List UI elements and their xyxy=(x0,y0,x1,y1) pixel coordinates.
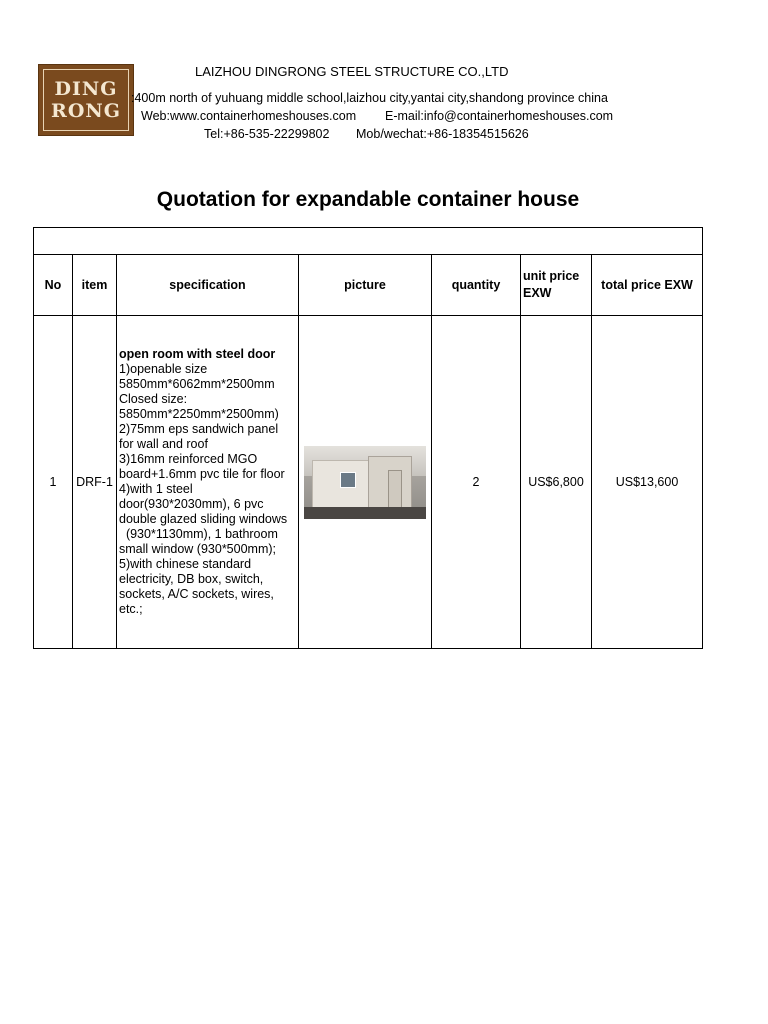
logo-frame xyxy=(43,69,129,131)
table-header-row xyxy=(34,255,703,316)
logo-text-line1: DING xyxy=(54,78,118,100)
header-unit-price-line2: EXW xyxy=(523,286,552,300)
photo-floor xyxy=(304,507,426,519)
cell-quantity: 2 xyxy=(432,316,521,649)
spec-line: 3)16mm reinforced MGO xyxy=(119,452,258,466)
header-total-price: total price EXW xyxy=(592,255,703,316)
spec-line: board+1.6mm pvc tile for floor xyxy=(119,467,285,481)
spec-line: 5850mm*6062mm*2500mm xyxy=(119,377,275,391)
spec-line: small window (930*500mm); xyxy=(119,542,277,556)
spec-line: 2)75mm eps sandwich panel xyxy=(119,422,279,436)
cell-item: DRF-1 xyxy=(73,316,117,649)
header-picture: picture xyxy=(299,255,432,316)
quotation-table xyxy=(33,227,703,649)
spec-line: door(930*2030mm), 6 pvc xyxy=(119,497,264,511)
header-unit-price xyxy=(521,255,592,316)
spec-line: etc.; xyxy=(119,602,143,616)
cell-no: 1 xyxy=(34,316,73,649)
spec-line: 5850mm*2250mm*2500mm) xyxy=(119,407,279,421)
table-blank-row xyxy=(34,228,703,255)
company-logo xyxy=(38,64,134,136)
spec-line: (930*1130mm), 1 bathroom xyxy=(119,527,278,541)
spec-line: sockets, A/C sockets, wires, xyxy=(119,587,274,601)
container-house-photo xyxy=(304,446,426,519)
cell-picture xyxy=(299,316,432,649)
table-row xyxy=(34,316,703,649)
spec-line: electricity, DB box, switch, xyxy=(119,572,264,586)
photo-door xyxy=(388,470,402,508)
header-specification: specification xyxy=(117,255,299,316)
company-name: LAIZHOU DINGRONG STEEL STRUCTURE CO.,LTD xyxy=(195,64,509,79)
spec-title: open room with steel door xyxy=(119,347,276,361)
document-title: Quotation for expandable container house xyxy=(156,188,580,211)
cell-total-price: US$13,600 xyxy=(592,316,703,649)
header-no: No xyxy=(34,255,73,316)
spec-line: double glazed sliding windows xyxy=(119,512,288,526)
logo-text-line2: RONG xyxy=(51,100,121,122)
company-mobile: Mob/wechat:+86-18354515626 xyxy=(356,127,529,141)
cell-unit-price: US$6,800 xyxy=(521,316,592,649)
company-address: :400m north of yuhuang middle school,laizhou city,yantai city,shandong province china xyxy=(131,91,608,105)
header-unit-price-line1: unit price xyxy=(523,269,580,283)
company-website: Web:www.containerhomeshouses.com xyxy=(141,109,357,123)
company-telephone: Tel:+86-535-22299802 xyxy=(204,127,330,141)
photo-window xyxy=(340,472,356,488)
spec-line: 4)with 1 steel xyxy=(119,482,193,496)
company-email: E-mail:info@containerhomeshouses.com xyxy=(385,109,614,123)
spec-line: 5)with chinese standard xyxy=(119,557,252,571)
spec-line: Closed size: xyxy=(119,392,188,406)
blank-cell xyxy=(34,228,703,255)
cell-specification xyxy=(117,316,299,649)
header-quantity: quantity xyxy=(432,255,521,316)
spec-line: for wall and roof xyxy=(119,437,208,451)
header-item: item xyxy=(73,255,117,316)
spec-line: 1)openable size xyxy=(119,362,208,376)
